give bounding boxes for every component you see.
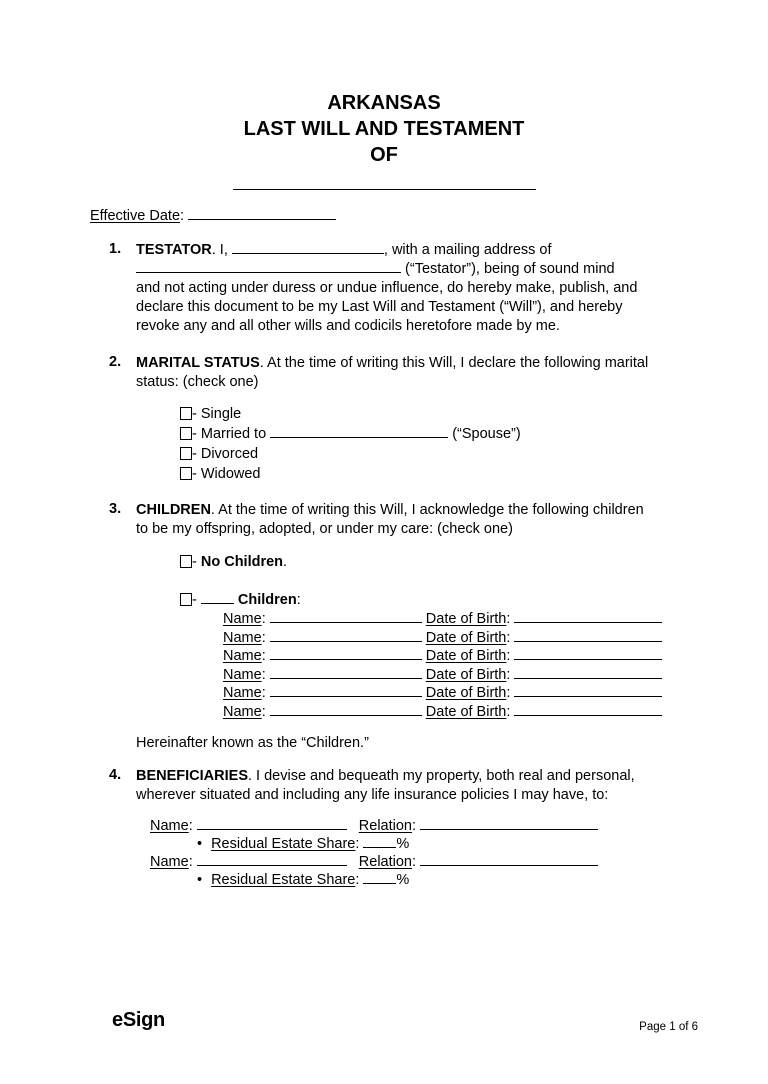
- child-dob-blank[interactable]: [514, 684, 662, 697]
- colon: :: [506, 685, 511, 701]
- testator-address-blank[interactable]: [136, 260, 401, 273]
- colon: :: [261, 611, 266, 627]
- children-word-label: Children: [237, 592, 297, 608]
- testator-text: . I,: [211, 242, 228, 258]
- period: .: [283, 554, 288, 570]
- dob-label: Date of Birth: [425, 611, 507, 627]
- dash: -: [192, 592, 201, 608]
- children-text: . At the time of writing this Will, I acknowledge the following children: [210, 502, 644, 518]
- colon: :: [261, 666, 266, 683]
- option-label: Married to: [200, 426, 267, 442]
- option-no-children: [180, 552, 768, 572]
- colon: :: [180, 208, 185, 224]
- beneficiary-share-row: [197, 871, 768, 889]
- marital-heading: MARITAL STATUS: [136, 355, 260, 371]
- effective-date-row: [90, 207, 768, 226]
- child-row: [223, 703, 768, 722]
- dash: -: [192, 426, 201, 442]
- child-row: [223, 647, 768, 666]
- effective-date-label: Effective Date: [90, 208, 181, 224]
- colon: :: [261, 629, 266, 646]
- name-label: Name: [223, 703, 262, 720]
- page-number: Page 1 of 6: [639, 1021, 698, 1033]
- hereinafter-note: Hereinafter known as the “Children.”: [136, 735, 369, 751]
- colon: :: [261, 703, 266, 720]
- section-number: 2.: [109, 354, 122, 370]
- bullet-icon: •: [197, 836, 203, 852]
- beneficiary-share-row: [197, 835, 768, 853]
- child-name-blank[interactable]: [270, 703, 422, 716]
- percent-sign: %: [396, 836, 410, 852]
- no-children-label: No Children: [200, 554, 284, 570]
- checkbox-widowed[interactable]: [180, 467, 192, 480]
- marital-options: [180, 404, 768, 484]
- beneficiaries-line-1: [136, 767, 768, 786]
- share-label: Residual Estate Share: [211, 836, 356, 852]
- percent-sign: %: [396, 872, 410, 888]
- marital-option-divorced: [180, 444, 768, 464]
- checkbox-no-children[interactable]: [180, 555, 192, 568]
- beneficiary-name-blank[interactable]: [197, 817, 347, 830]
- child-name-blank[interactable]: [270, 666, 422, 679]
- dash: -: [192, 446, 201, 462]
- title-line-of: OF: [370, 144, 398, 166]
- title-line-state: ARKANSAS: [327, 92, 441, 114]
- section-number: 3.: [109, 501, 122, 517]
- testator-heading: TESTATOR: [136, 242, 212, 258]
- beneficiaries-heading: BENEFICIARIES: [136, 768, 248, 784]
- colon: :: [261, 648, 266, 664]
- testator-line-2: [136, 260, 768, 279]
- colon: :: [411, 854, 417, 870]
- section-children: [109, 501, 768, 753]
- child-dob-blank[interactable]: [514, 647, 662, 660]
- share-label: Residual Estate Share: [211, 872, 356, 888]
- name-label: Name: [223, 648, 262, 664]
- name-label: Name: [223, 666, 262, 683]
- name-label: Name: [150, 818, 189, 834]
- checkbox-divorced[interactable]: [180, 447, 192, 460]
- colon: :: [506, 629, 511, 646]
- section-beneficiaries: [109, 767, 768, 889]
- colon: :: [506, 666, 511, 683]
- esign-logo: eSign: [112, 1009, 165, 1031]
- dob-label: Date of Birth: [425, 703, 507, 720]
- share-percent-blank[interactable]: [363, 871, 396, 884]
- colon: :: [188, 854, 193, 870]
- child-dob-blank[interactable]: [514, 629, 662, 642]
- child-dob-blank[interactable]: [514, 703, 662, 716]
- marital-text: . At the time of writing this Will, I declare the following marital: [259, 355, 649, 371]
- beneficiary-name-blank[interactable]: [197, 853, 347, 866]
- option-label: Divorced: [200, 446, 259, 462]
- child-name-blank[interactable]: [270, 629, 422, 642]
- children-list: [223, 610, 768, 721]
- colon: :: [355, 872, 360, 888]
- option-label: Widowed: [200, 466, 261, 482]
- marital-option-widowed: [180, 464, 768, 484]
- marital-option-married: [180, 424, 768, 444]
- beneficiaries-line-2: wherever situated and including any life insurance policies I may have, to:: [136, 787, 609, 803]
- checkbox-single[interactable]: [180, 407, 192, 420]
- spouse-name-blank[interactable]: [270, 425, 448, 438]
- option-label: Single: [200, 406, 242, 422]
- beneficiaries-text: . I devise and bequeath my property, both real and personal,: [248, 768, 635, 784]
- section-number: 1.: [109, 241, 122, 257]
- testator-line-4: declare this document to be my Last Will and Testament (“Will”), and hereby: [136, 299, 623, 315]
- children-line-2: to be my offspring, adopted, or under my care: (check one): [136, 521, 513, 537]
- section-testator: [109, 241, 768, 336]
- child-dob-blank[interactable]: [514, 666, 662, 679]
- colon: :: [355, 836, 360, 852]
- relation-label: Relation: [358, 854, 412, 870]
- beneficiaries-list: [150, 817, 768, 889]
- dash: -: [192, 466, 201, 482]
- document-title: [0, 90, 768, 168]
- colon: :: [296, 592, 301, 608]
- relation-label: Relation: [358, 818, 412, 834]
- colon: :: [188, 818, 193, 834]
- children-heading: CHILDREN: [136, 502, 211, 518]
- child-row: [223, 610, 768, 629]
- spouse-suffix: (“Spouse”): [452, 426, 521, 442]
- marital-line-2: status: (check one): [136, 374, 259, 390]
- dash: -: [192, 406, 201, 422]
- title-line-main: LAST WILL AND TESTAMENT: [243, 118, 525, 140]
- marital-line-1: [136, 354, 768, 373]
- child-name-blank[interactable]: [270, 647, 422, 660]
- name-label: Name: [150, 854, 189, 870]
- colon: :: [261, 685, 266, 701]
- option-has-children: [180, 590, 768, 610]
- testator-line-1: [136, 241, 768, 260]
- children-line-1: [136, 501, 768, 520]
- child-row: [223, 629, 768, 648]
- checkbox-married[interactable]: [180, 427, 192, 440]
- name-label: Name: [223, 629, 262, 646]
- child-dob-blank[interactable]: [514, 610, 662, 623]
- colon: :: [506, 611, 511, 627]
- child-name-blank[interactable]: [270, 684, 422, 697]
- testator-line-3: and not acting under duress or undue influence, do hereby make, publish, and: [136, 280, 638, 296]
- effective-date-blank[interactable]: [188, 207, 336, 220]
- testator-name-blank[interactable]: [232, 241, 384, 254]
- bullet-icon: •: [197, 872, 203, 888]
- beneficiary-relation-blank[interactable]: [420, 817, 598, 830]
- colon: :: [506, 703, 511, 720]
- dash: -: [192, 554, 201, 570]
- name-label: Name: [223, 685, 262, 701]
- child-row: [223, 666, 768, 685]
- colon: :: [411, 818, 417, 834]
- dob-label: Date of Birth: [425, 666, 507, 683]
- testator-line-5: revoke any and all other wills and codicils heretofore made by me.: [136, 318, 560, 334]
- child-row: [223, 684, 768, 703]
- section-number: 4.: [109, 767, 122, 783]
- colon: :: [506, 648, 511, 664]
- checkbox-has-children[interactable]: [180, 593, 192, 606]
- beneficiary-row: [150, 817, 768, 835]
- dob-label: Date of Birth: [425, 685, 507, 701]
- children-count-blank[interactable]: [201, 591, 234, 604]
- dob-label: Date of Birth: [425, 629, 507, 646]
- document-page: [0, 90, 768, 1033]
- beneficiary-relation-blank[interactable]: [420, 853, 598, 866]
- child-name-blank[interactable]: [270, 610, 422, 623]
- beneficiary-row: [150, 853, 768, 871]
- testator-text: (“Testator”), being of sound mind: [405, 261, 615, 277]
- name-label: Name: [223, 611, 262, 627]
- share-percent-blank[interactable]: [363, 835, 396, 848]
- testator-name-title-blank[interactable]: [233, 189, 536, 190]
- testator-text: , with a mailing address of: [383, 242, 552, 258]
- section-marital-status: [109, 354, 768, 484]
- marital-option-single: [180, 404, 768, 424]
- dob-label: Date of Birth: [425, 648, 507, 664]
